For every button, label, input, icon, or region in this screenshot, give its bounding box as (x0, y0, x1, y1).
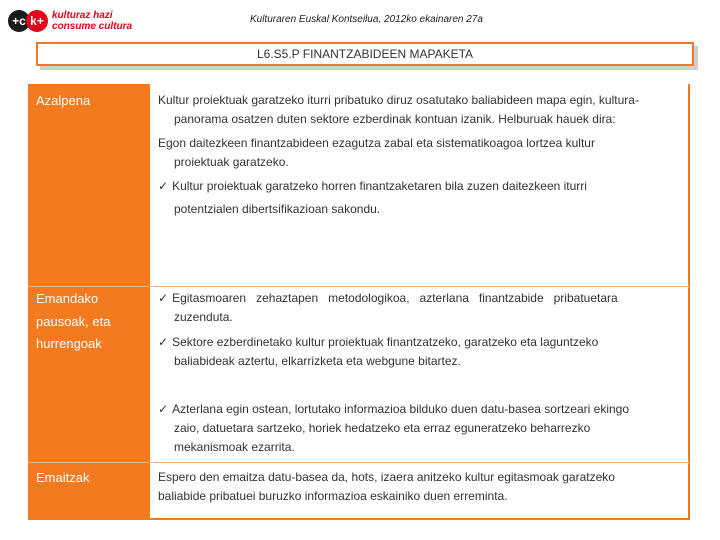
label-emaitzak: Emaitzak (36, 470, 90, 485)
label-emandako: Emandako (36, 291, 99, 306)
azalpena-line: Kultur proiektuak garatzeko iturri pribatuko diruz osatutako baliabideen mapa egin, kultura- (158, 93, 639, 107)
emandako-line: Sektore ezberdinetako kultur proiektuak finantzatzeko, garatzeko eta laguntzeko (172, 335, 599, 349)
title-box (36, 42, 694, 66)
emandako-line: zuzenduta. (174, 310, 233, 324)
right-border (688, 84, 690, 520)
emandako-bullet-2 (158, 333, 680, 371)
azalpena-line: Egon daitezkeen finantzabideen ezagutza zabal eta sistematikoagoa lortzea kultur (158, 136, 595, 150)
emaitzak-line: Espero den emaitza datu-basea da, hots, izaera anitzeko kultur egitasmoak garatzeko (158, 470, 615, 484)
row-divider (28, 462, 690, 463)
logo-line2: consume cultura (52, 21, 133, 32)
check-icon: ✓ (158, 335, 169, 349)
logo-line1: kulturaz hazi (52, 10, 113, 21)
emaitzak-line: baliabide pribatuei buruzko informazioa eskainiko duen erreminta. (158, 489, 508, 503)
label-hurrengoak: hurrengoak (36, 336, 102, 351)
kulturaz-hazi-logo (8, 8, 148, 36)
emandako-bullet-3 (158, 400, 680, 457)
emandako-line: mekanismoak ezarrita. (174, 440, 295, 454)
logo-circle-dark: +c (8, 10, 30, 32)
azalpena-bullet (158, 177, 680, 219)
header-subtitle: Kulturaren Euskal Kontseilua, 2012ko ekainaren 27a (250, 14, 483, 25)
emandako-line: zaio, datuetara sartzeko, horiek hedatzeko eta erraz eguneratzeko beharrezko (174, 421, 591, 435)
emandako-bullet-1 (158, 289, 680, 327)
row-divider (28, 286, 690, 287)
label-azalpena: Azalpena (36, 93, 91, 108)
page-title: L6.S5.P FINANTZABIDEEN MAPAKETA (256, 47, 474, 61)
azalpena-line: panorama osatzen duten sektore ezberdinak kontuan izanik. Helburuak hauek dira: (174, 112, 616, 126)
bottom-border (150, 518, 690, 520)
check-icon: ✓ (158, 291, 169, 305)
label-pausoak: pausoak, eta (36, 314, 111, 329)
logo-text (52, 10, 132, 32)
emaitzak-para (158, 468, 680, 506)
check-icon: ✓ (158, 402, 169, 416)
azalpena-line: potentzialen dibertsifikazioan sakondu. (174, 202, 381, 216)
azalpena-line: proiektuak garatzeko. (174, 155, 289, 169)
azalpena-line: Kultur proiektuak garatzeko horren finantzaketaren bila zuzen daitezkeen iturri (172, 179, 587, 193)
logo-circle-red: k+ (26, 10, 48, 32)
emandako-line: Azterlana egin ostean, lortutako informazioa bilduko duen datu-basea sortzeari ekingo (172, 402, 630, 416)
azalpena-para-2 (158, 134, 680, 172)
emandako-line: baliabideak aztertu, elkarrizketa eta webgune bitartez. (174, 354, 461, 368)
check-icon: ✓ (158, 179, 169, 193)
azalpena-para-1 (158, 91, 680, 129)
emandako-line: Egitasmoaren zehaztapen metodologikoa, azterlana finantzabide pribatuetara (172, 291, 618, 305)
